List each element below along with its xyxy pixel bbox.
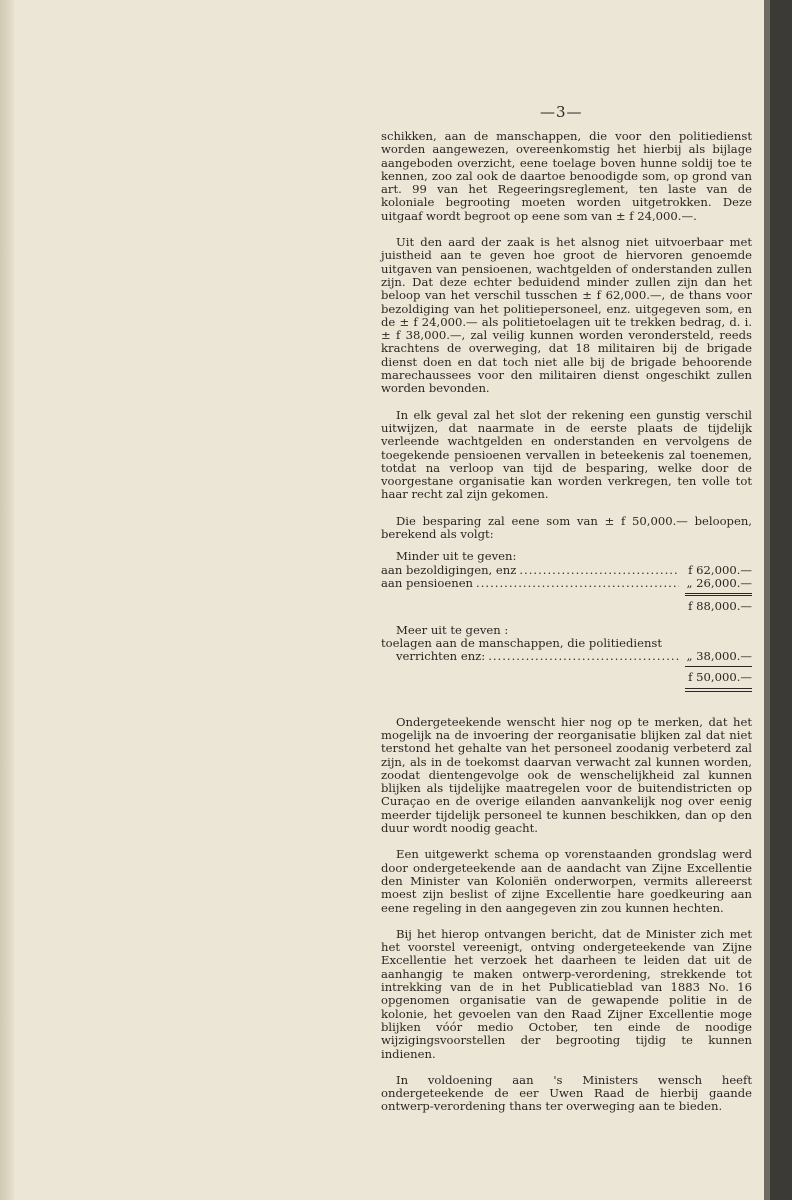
leader-dots — [488, 650, 679, 663]
paragraph: Een uitgewerkt schema op vorenstaanden grondslag werd door ondergeteekende aan de aandacht van Zijne Excellentie den Minister van Koloniën onderworpen, vermits allereerst moest zijn beslist of zijne Excellentie hare goedkeuring aan eene regeling in den aangegeven zin zou kunnen hechten. — [381, 847, 752, 915]
page-right-strip — [764, 0, 770, 1200]
calc-subtotal: f 88,000.— — [688, 599, 752, 614]
calc-row — [381, 650, 752, 663]
calc-row-amount: „ 38,000.— — [686, 649, 752, 664]
paragraph: schikken, aan de manschappen, die voor den politiedienst worden aangewezen, overeenkomstig het hierbij als bijlage aangeboden overzicht, eene toelage boven hunne soldij toe te kennen, zoo zal ook de daartoe benoodigde som, op grond van art. 99 van het Regeeringsreglement, ten laste van de koloniale begrooting moeten worden uitgetrokken. Deze uitgaaf wordt begroot op eene som van ± f 24,000.—. — [381, 129, 752, 223]
calc-row-label: aan pensioenen — [381, 575, 474, 590]
calc-heading-minder: Minder uit te geven: — [396, 549, 517, 564]
paragraph: Die besparing zal eene som van ± f 50,000.— beloopen, berekend als volgt: — [381, 513, 752, 542]
calc-row — [381, 564, 752, 577]
page-gutter — [0, 0, 14, 1200]
calc-heading-meer: Meer uit te geven : — [396, 622, 509, 637]
paragraph: Uit den aard der zaak is het alsnog niet uitvoerbaar met juistheid aan te geven hoe groot de hiervoren genoemde uitgaven van pensioenen, wachtgelden of onderstanden zullen zijn. Dat deze echter beduidend minder zullen zijn dan het beloop van het verschil tusschen ± f 62,000.—, de thans voor bezoldiging van het politiepersoneel, enz. uitgegeven som, en de ± f 24,000.— als politietoelagen uit te trekken bedrag, d. i. ± f 38,000.—, zal veilig kunnen worden verondersteld, reeds krachtens de overweging, dat 18 militairen bij de brigade dienst doen en dat toch niet alle bij de brigade behoorende marechaussees voor den militairen dienst ongeschikt zullen worden bevonden. — [381, 235, 752, 396]
calc-description: toelagen aan de manschappen, die politiedienst — [381, 635, 663, 650]
calc-grand-total: f 50,000.— — [688, 670, 752, 685]
calc-row-amount: „ 26,000.— — [686, 575, 752, 590]
calc-row — [381, 577, 752, 590]
page-number: —3— — [540, 103, 583, 121]
calc-row-amount: f 62,000.— — [688, 562, 752, 577]
paragraph: Bij het hierop ontvangen bericht, dat de Minister zich met het voorstel vereenigt, ontving ondergeteekende van Zijne Excellentie het verzoek het daarheen te leiden dat uit de aanhangig te maken ontwerp-verordening, strekkende tot intrekking van de in het Publicatieblad van 1883 No. 16 opgenomen organisatie van de gewapende politie in de kolonie, het gevoelen van den Raad Zijner Excellentie moge blijken vóór medio October, ten einde de noodige wijzigingsvoorstellen der begrooting tijdig te kunnen indienen. — [381, 926, 752, 1061]
body-text — [381, 130, 752, 1127]
paragraph: Ondergeteekende wenscht hier nog op te merken, dat het mogelijk na de invoering der reorganisatie blijken zal dat niet terstond het gehalte van het personeel zoodanig verbeterd zal zijn, als in de toekomst daarvan verwacht zal kunnen worden, zoodat dientengevolge ook de wenschelijkheid zal kunnen blijken als tijdelijke maatregelen voor de buitendistricten op Curaçao en de overige eilanden aanvankelijk nog over eenig meerder tijdelijk personeel te kunnen beschikken, dan op den duur wordt noodig geacht. — [381, 714, 752, 836]
leader-dots — [476, 577, 679, 590]
paragraph: In elk geval zal het slot der rekening een gunstig verschil uitwijzen, dat naarmate in de eerste plaats de tijdelijk verleende wachtgelden en onderstanden en vervolgens de toegekende pensioenen vervallen in beteekenis zal toenemen, totdat na verloop van tijd de besparing, welke door de voorgestane organisatie kan worden verkregen, ten volle tot haar recht zal zijn gekomen. — [381, 407, 752, 502]
calc-row-label: verrichten enz: — [396, 649, 486, 664]
paragraph: In voldoening aan 's Ministers wensch heeft ondergeteekende de eer Uwen Raad de hierbij gaande ontwerp-verordening thans ter overweging aan te bieden. — [381, 1072, 752, 1114]
leader-dots — [519, 564, 679, 577]
calc-row-label: aan bezoldigingen, enz — [381, 562, 517, 577]
savings-calculation — [381, 550, 752, 691]
